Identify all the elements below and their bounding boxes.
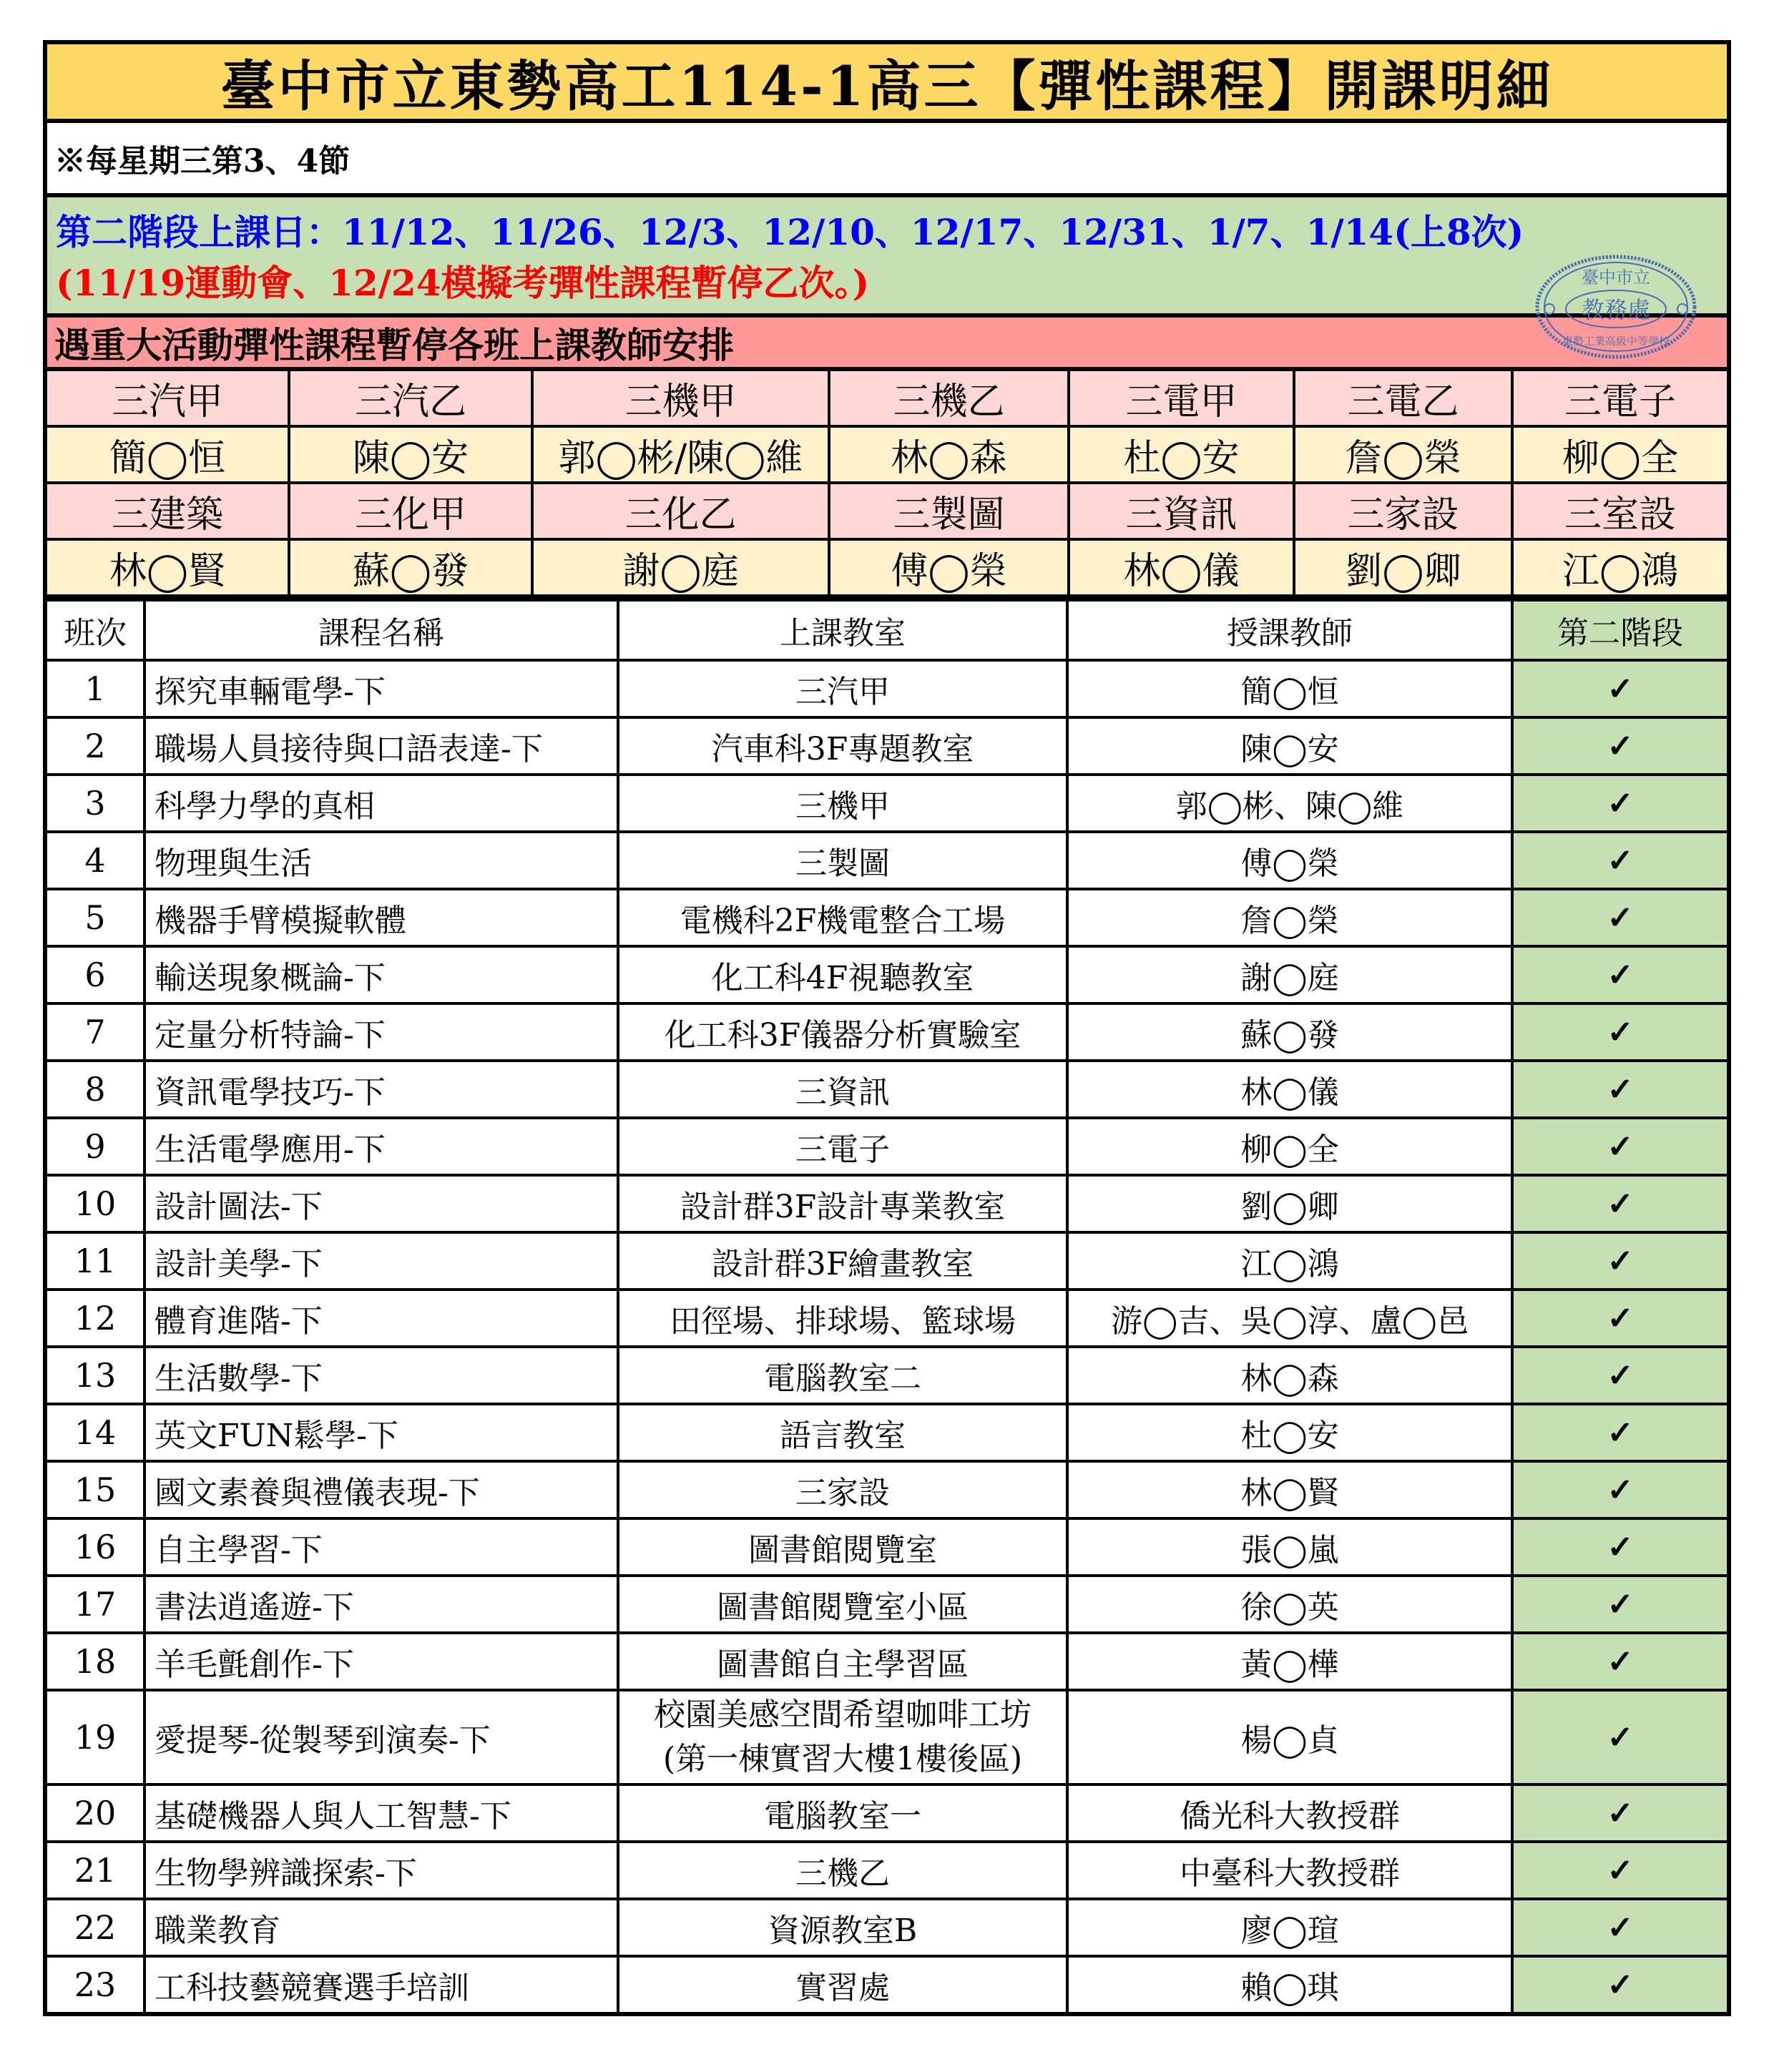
teacher-cell: 傅◯榮	[829, 539, 1069, 596]
checkmark-icon: ✓	[1607, 1414, 1634, 1451]
classroom-cell: 圖書館自主學習區	[618, 1633, 1067, 1690]
header-classroom: 上課教室	[618, 602, 1067, 660]
substitute-teacher-grid	[47, 371, 1727, 597]
class-cell: 三家設	[1294, 483, 1512, 539]
table-row	[47, 1232, 1727, 1290]
course-name-cell: 書法逍遙遊-下	[144, 1576, 618, 1633]
stage2-cell	[1512, 1633, 1727, 1690]
stage2-cell	[1512, 1690, 1727, 1784]
course-name-cell: 資訊電學技巧-下	[144, 1061, 618, 1118]
checkmark-icon: ✓	[1607, 670, 1634, 707]
period-note: ※每星期三第3、4節	[54, 143, 351, 180]
stage2-cell	[1512, 1576, 1727, 1633]
table-row	[47, 660, 1727, 717]
course-name-cell: 國文素養與禮儀表現-下	[144, 1461, 618, 1518]
classroom-cell: 電腦教室二	[618, 1347, 1067, 1404]
classroom-cell: 設計群3F繪畫教室	[618, 1232, 1067, 1290]
table-row	[47, 1956, 1727, 2012]
checkmark-icon: ✓	[1607, 1643, 1634, 1680]
teacher-cell: 謝◯庭	[532, 539, 829, 596]
table-row	[47, 775, 1727, 832]
course-table	[47, 602, 1727, 2012]
classroom-cell: 三機甲	[618, 775, 1067, 832]
teacher-cell: 杜◯安	[1067, 1404, 1512, 1461]
table-row	[47, 1290, 1727, 1347]
class-cell: 三電乙	[1294, 371, 1512, 426]
teacher-cell: 柳◯全	[1067, 1118, 1512, 1175]
svg-text:教務處: 教務處	[1581, 296, 1651, 323]
class-cell: 三室設	[1512, 483, 1727, 539]
header-class-no: 班次	[47, 602, 144, 660]
teacher-cell: 郭◯彬/陳◯維	[532, 426, 829, 483]
stage2-cell	[1512, 1175, 1727, 1232]
classroom-cell: 資源教室B	[618, 1899, 1067, 1956]
teacher-cell: 蘇◯發	[289, 539, 532, 596]
course-name-cell: 生活數學-下	[144, 1347, 618, 1404]
class-no-cell: 18	[47, 1633, 144, 1690]
class-no-cell: 6	[47, 946, 144, 1003]
stage2-cell	[1512, 1003, 1727, 1061]
class-no-cell: 20	[47, 1784, 144, 1842]
classroom-cell: 圖書館閱覽室	[618, 1518, 1067, 1576]
classroom-cell: 汽車科3F專題教室	[618, 717, 1067, 775]
stage2-cell	[1512, 1956, 1727, 2012]
stage2-cell	[1512, 1784, 1727, 1842]
classroom-cell: 三家設	[618, 1461, 1067, 1518]
course-name-cell: 生活電學應用-下	[144, 1118, 618, 1175]
teacher-cell: 黃◯樺	[1067, 1633, 1512, 1690]
teacher-cell: 簡◯恒	[1067, 660, 1512, 717]
class-no-cell: 10	[47, 1175, 144, 1232]
header-course-name: 課程名稱	[144, 602, 618, 660]
course-name-cell: 設計圖法-下	[144, 1175, 618, 1232]
teacher-cell: 林◯儀	[1067, 1061, 1512, 1118]
checkmark-icon: ✓	[1607, 1357, 1634, 1394]
class-no-cell: 17	[47, 1576, 144, 1633]
stage2-cell	[1512, 832, 1727, 889]
substitute-heading: 遇重大活動彈性課程暫停各班上課教師安排	[54, 323, 734, 366]
note-row	[47, 123, 1727, 197]
stage2-cell	[1512, 775, 1727, 832]
classroom-line: (第一棟實習大樓1樓後區)	[662, 1741, 1023, 1777]
class-cell: 三電甲	[1069, 371, 1294, 426]
classroom-cell: 電腦教室一	[618, 1784, 1067, 1842]
table-row	[47, 889, 1727, 946]
classroom-cell: 圖書館閱覽室小區	[618, 1576, 1067, 1633]
class-no-cell: 8	[47, 1061, 144, 1118]
classroom-cell: 語言教室	[618, 1404, 1067, 1461]
class-no-cell: 22	[47, 1899, 144, 1956]
stage2-cell	[1512, 1842, 1727, 1899]
table-row	[47, 1518, 1727, 1576]
class-cell: 三機甲	[532, 371, 829, 426]
teacher-cell: 陳◯安	[1067, 717, 1512, 775]
stage2-cell	[1512, 1232, 1727, 1290]
course-name-cell: 設計美學-下	[144, 1232, 618, 1290]
course-name-cell: 定量分析特論-下	[144, 1003, 618, 1061]
course-name-cell: 自主學習-下	[144, 1518, 618, 1576]
class-no-cell: 19	[47, 1690, 144, 1784]
stage2-cell	[1512, 717, 1727, 775]
course-name-cell: 愛提琴-從製琴到演奏-下	[144, 1690, 618, 1784]
class-no-cell: 15	[47, 1461, 144, 1518]
classroom-cell: 三汽甲	[618, 660, 1067, 717]
teacher-cell: 謝◯庭	[1067, 946, 1512, 1003]
classroom-cell	[618, 1690, 1067, 1784]
checkmark-icon: ✓	[1607, 1300, 1634, 1337]
classroom-cell: 實習處	[618, 1956, 1067, 2012]
course-table-body	[47, 660, 1727, 2012]
teacher-cell: 林◯森	[829, 426, 1069, 483]
class-no-cell: 11	[47, 1232, 144, 1290]
classroom-cell: 電機科2F機電整合工場	[618, 889, 1067, 946]
table-row	[47, 946, 1727, 1003]
table-row	[47, 1175, 1727, 1232]
class-no-cell: 1	[47, 660, 144, 717]
schedule-suspension-note: (11/19運動會、12/24模擬考彈性課程暫停乙次。)	[56, 262, 870, 304]
class-cell: 三製圖	[829, 483, 1069, 539]
checkmark-icon: ✓	[1607, 785, 1634, 822]
classroom-cell: 設計群3F設計專業教室	[618, 1175, 1067, 1232]
checkmark-icon: ✓	[1607, 1471, 1634, 1508]
table-row	[47, 1347, 1727, 1404]
class-cell: 三機乙	[829, 371, 1069, 426]
class-row	[47, 371, 1727, 426]
table-row	[47, 1576, 1727, 1633]
teacher-cell: 郭◯彬、陳◯維	[1067, 775, 1512, 832]
title-row	[47, 44, 1727, 123]
teacher-row	[47, 539, 1727, 596]
table-row	[47, 1461, 1727, 1518]
teacher-cell: 林◯森	[1067, 1347, 1512, 1404]
table-row	[47, 1003, 1727, 1061]
table-row	[47, 1404, 1727, 1461]
checkmark-icon: ✓	[1607, 1013, 1634, 1051]
class-no-cell: 2	[47, 717, 144, 775]
checkmark-icon: ✓	[1607, 1185, 1634, 1222]
svg-text:東勢工業高級中等學校: 東勢工業高級中等學校	[1562, 335, 1670, 348]
stage2-cell	[1512, 660, 1727, 717]
class-no-cell: 14	[47, 1404, 144, 1461]
stage2-cell	[1512, 889, 1727, 946]
teacher-cell: 劉◯卿	[1067, 1175, 1512, 1232]
checkmark-icon: ✓	[1607, 1719, 1634, 1756]
course-name-cell: 英文FUN鬆學-下	[144, 1404, 618, 1461]
course-name-cell: 職場人員接待與口語表達-下	[144, 717, 618, 775]
class-cell: 三資訊	[1069, 483, 1294, 539]
checkmark-icon: ✓	[1607, 1966, 1634, 2003]
header-stage2: 第二階段	[1512, 602, 1727, 660]
class-cell: 三化甲	[289, 483, 532, 539]
teacher-cell: 蘇◯發	[1067, 1003, 1512, 1061]
class-cell: 三化乙	[532, 483, 829, 539]
checkmark-icon: ✓	[1607, 1852, 1634, 1889]
teacher-cell: 中臺科大教授群	[1067, 1842, 1512, 1899]
class-no-cell: 23	[47, 1956, 144, 2012]
checkmark-icon: ✓	[1607, 1071, 1634, 1108]
table-row	[47, 717, 1727, 775]
class-no-cell: 16	[47, 1518, 144, 1576]
teacher-cell: 游◯吉、吳◯淳、盧◯邑	[1067, 1290, 1512, 1347]
teacher-cell: 僑光科大教授群	[1067, 1784, 1512, 1842]
class-no-cell: 3	[47, 775, 144, 832]
course-name-cell: 輸送現象概論-下	[144, 946, 618, 1003]
table-row	[47, 1118, 1727, 1175]
table-row	[47, 1899, 1727, 1956]
course-name-cell: 羊毛氈創作-下	[144, 1633, 618, 1690]
class-no-cell: 7	[47, 1003, 144, 1061]
classroom-cell: 三資訊	[618, 1061, 1067, 1118]
stage2-cell	[1512, 1899, 1727, 1956]
checkmark-icon: ✓	[1607, 1128, 1634, 1165]
stage2-cell	[1512, 1518, 1727, 1576]
teacher-cell: 傅◯榮	[1067, 832, 1512, 889]
class-cell: 三汽甲	[47, 371, 289, 426]
class-row	[47, 483, 1727, 539]
svg-text:臺中市立: 臺中市立	[1582, 267, 1650, 288]
checkmark-icon: ✓	[1607, 1794, 1634, 1832]
stage2-cell	[1512, 1118, 1727, 1175]
course-name-cell: 職業教育	[144, 1899, 618, 1956]
class-cell: 三電子	[1512, 371, 1727, 426]
teacher-cell: 柳◯全	[1512, 426, 1727, 483]
teacher-cell: 賴◯琪	[1067, 1956, 1512, 2012]
table-row	[47, 1633, 1727, 1690]
substitute-heading-row	[47, 318, 1727, 371]
teacher-cell: 林◯儀	[1069, 539, 1294, 596]
teacher-cell: 徐◯英	[1067, 1576, 1512, 1633]
course-sheet	[43, 40, 1731, 2016]
teacher-cell: 張◯嵐	[1067, 1518, 1512, 1576]
schedule-dates: 第二階段上課日：11/12、11/26、12/3、12/10、12/17、12/31、1/7、1/14(上8次)	[56, 211, 1524, 253]
class-no-cell: 21	[47, 1842, 144, 1899]
teacher-cell: 詹◯榮	[1294, 426, 1512, 483]
teacher-cell: 廖◯瑄	[1067, 1899, 1512, 1956]
classroom-cell: 三機乙	[618, 1842, 1067, 1899]
classroom-cell: 三電子	[618, 1118, 1067, 1175]
class-no-cell: 5	[47, 889, 144, 946]
course-name-cell: 工科技藝競賽選手培訓	[144, 1956, 618, 2012]
stage2-cell	[1512, 1290, 1727, 1347]
teacher-cell: 陳◯安	[289, 426, 532, 483]
substitute-grid-wrapper	[47, 371, 1727, 602]
checkmark-icon: ✓	[1607, 1242, 1634, 1280]
table-header-row	[47, 602, 1727, 660]
checkmark-icon: ✓	[1607, 899, 1634, 936]
classroom-cell: 三製圖	[618, 832, 1067, 889]
header-teacher: 授課教師	[1067, 602, 1512, 660]
page-title: 臺中市立東勢高工114-1高三【彈性課程】開課明細	[220, 54, 1554, 118]
office-seal-icon	[1534, 253, 1698, 360]
class-no-cell: 12	[47, 1290, 144, 1347]
checkmark-icon: ✓	[1607, 842, 1634, 879]
teacher-cell: 林◯賢	[1067, 1461, 1512, 1518]
classroom-cell: 化工科4F視聽教室	[618, 946, 1067, 1003]
table-row	[47, 832, 1727, 889]
teacher-cell: 林◯賢	[47, 539, 289, 596]
course-name-cell: 基礎機器人與人工智慧-下	[144, 1784, 618, 1842]
teacher-cell: 楊◯貞	[1067, 1690, 1512, 1784]
teacher-cell: 劉◯卿	[1294, 539, 1512, 596]
stage2-cell	[1512, 1347, 1727, 1404]
course-name-cell: 機器手臂模擬軟體	[144, 889, 618, 946]
checkmark-icon: ✓	[1607, 1909, 1634, 1946]
teacher-cell: 詹◯榮	[1067, 889, 1512, 946]
course-name-cell: 科學力學的真相	[144, 775, 618, 832]
stage2-cell	[1512, 946, 1727, 1003]
course-name-cell: 體育進階-下	[144, 1290, 618, 1347]
class-no-cell: 13	[47, 1347, 144, 1404]
teacher-row	[47, 426, 1727, 483]
class-no-cell: 4	[47, 832, 144, 889]
teacher-cell: 簡◯恒	[47, 426, 289, 483]
stage2-cell	[1512, 1404, 1727, 1461]
checkmark-icon: ✓	[1607, 1528, 1634, 1566]
table-row	[47, 1784, 1727, 1842]
course-name-cell: 探究車輛電學-下	[144, 660, 618, 717]
class-no-cell: 9	[47, 1118, 144, 1175]
classroom-cell: 化工科3F儀器分析實驗室	[618, 1003, 1067, 1061]
checkmark-icon: ✓	[1607, 1586, 1634, 1623]
table-row	[47, 1842, 1727, 1899]
table-row	[47, 1061, 1727, 1118]
checkmark-icon: ✓	[1607, 727, 1634, 765]
teacher-cell: 江◯鴻	[1512, 539, 1727, 596]
checkmark-icon: ✓	[1607, 956, 1634, 993]
stage2-cell	[1512, 1061, 1727, 1118]
classroom-cell: 田徑場、排球場、籃球場	[618, 1290, 1067, 1347]
teacher-cell: 江◯鴻	[1067, 1232, 1512, 1290]
course-name-cell: 物理與生活	[144, 832, 618, 889]
table-row	[47, 1690, 1727, 1784]
classroom-line: 校園美感空間希望咖啡工坊	[654, 1697, 1031, 1733]
class-cell: 三建築	[47, 483, 289, 539]
stage2-cell	[1512, 1461, 1727, 1518]
teacher-cell: 杜◯安	[1069, 426, 1294, 483]
course-name-cell: 生物學辨識探索-下	[144, 1842, 618, 1899]
class-cell: 三汽乙	[289, 371, 532, 426]
